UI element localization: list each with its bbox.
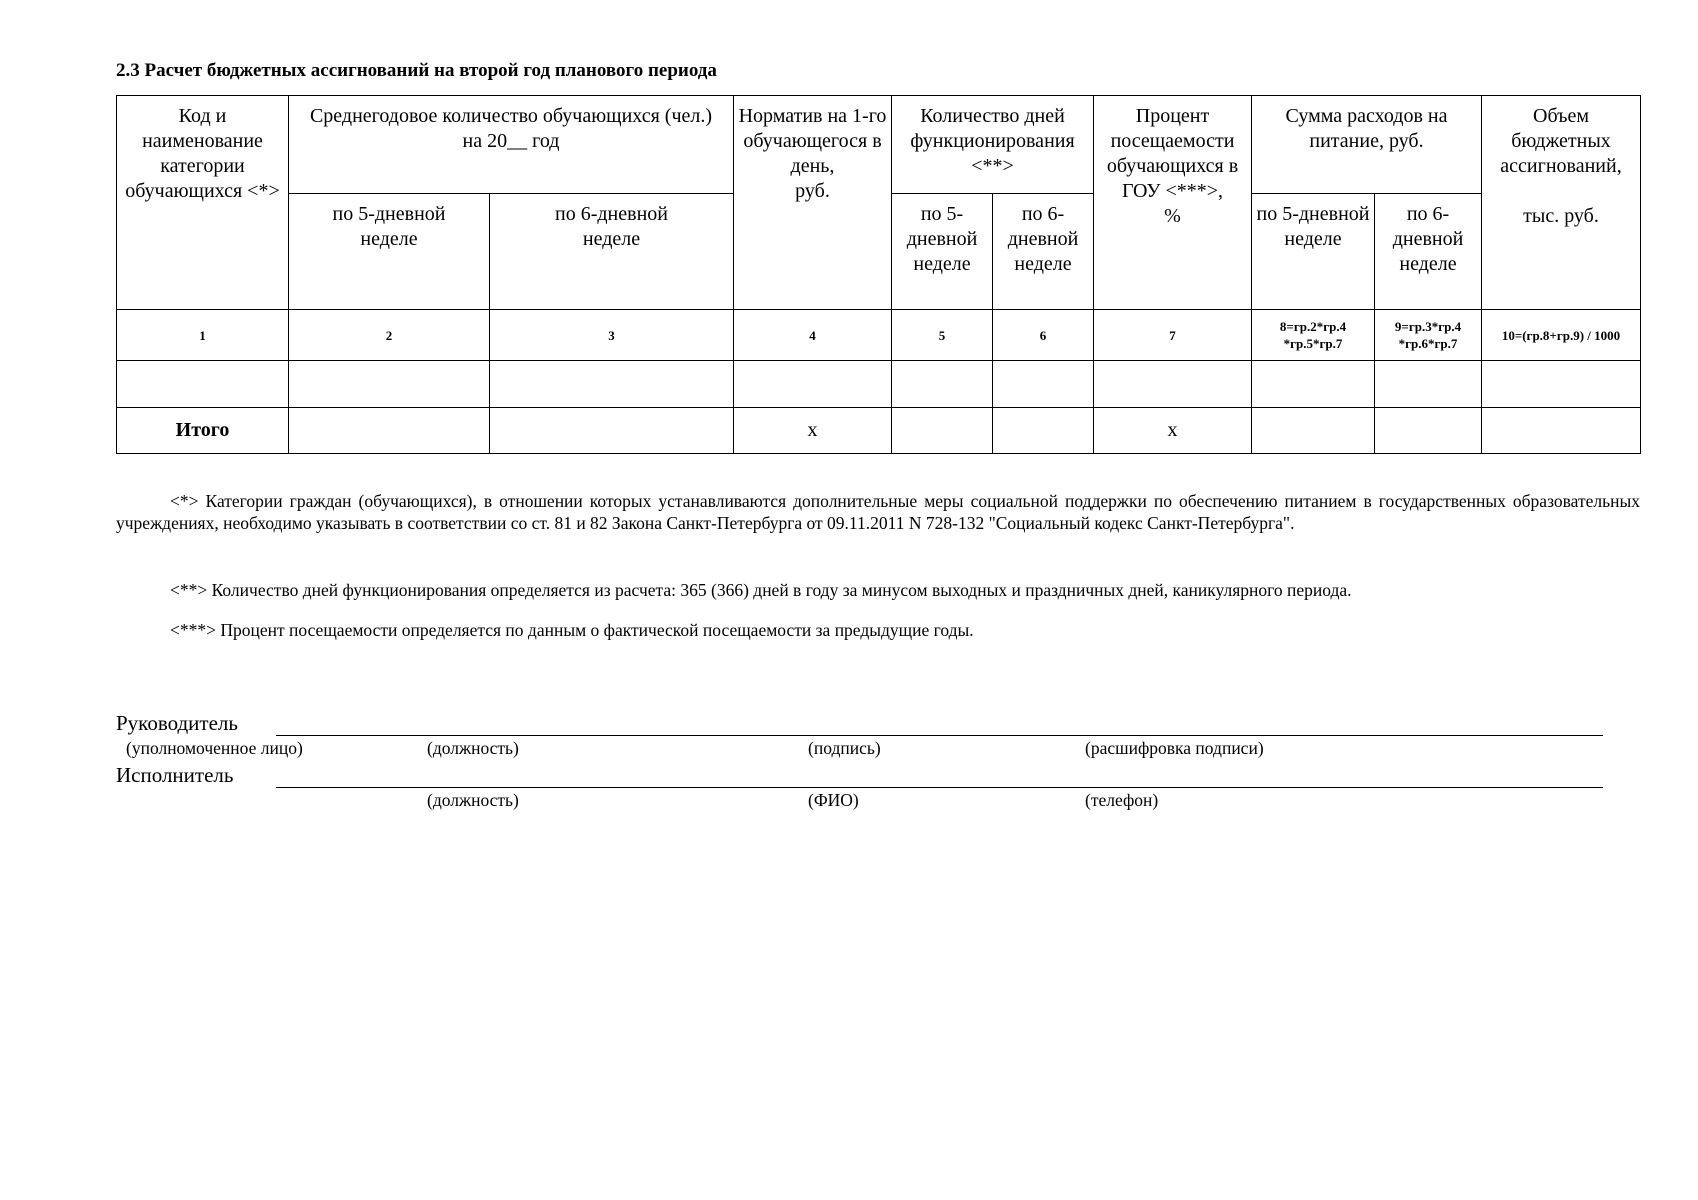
header-category: Код и наименование категории обучающихся <*> xyxy=(117,96,289,310)
header-avg-6day: по 6-дневной неделе xyxy=(490,194,734,310)
total-norm-mark: x xyxy=(734,408,892,454)
position-caption: (должность) xyxy=(427,738,519,758)
decoding-caption: (расшифровка подписи) xyxy=(1085,738,1264,758)
section-title: 2.3 Расчет бюджетных ассигнований на второй год планового периода xyxy=(116,60,717,81)
footnote-days xyxy=(116,579,1640,601)
column-number: 2 xyxy=(289,310,490,361)
head-label: Руководитель xyxy=(116,711,238,735)
column-number: 4 xyxy=(734,310,892,361)
header-days: Количество дней функционирования <**> xyxy=(892,96,1094,194)
header-norm: Норматив на 1-го обучающегося в день, руб. xyxy=(734,96,892,310)
footnote-text: <**> Количество дней функционирования определяется из расчета: 365 (366) дней в году за минусом выходных и праздничных дней, каникулярного периода. xyxy=(170,580,1352,600)
column-number: 8=гр.2*гр.4 *гр.5*гр.7 xyxy=(1252,310,1375,361)
table-cell xyxy=(1482,361,1641,408)
table-cell xyxy=(1252,408,1375,454)
column-number-row xyxy=(117,310,1641,361)
signature-caption: (подпись) xyxy=(808,738,881,758)
footnote-text: <*> Категории граждан (обучающихся), в отношении которых устанавливаются дополнительные меры социальной поддержки по обеспечению питанием в государственных образовательных учреждениях, необходимо указывать в соответствии со ст. 81 и 82 Закона Санкт-Петербурга от 09.11.2011 N 728-132 "Социальный кодекс Санкт-Петербурга". xyxy=(116,491,1640,533)
column-number: 3 xyxy=(490,310,734,361)
footnote-categories xyxy=(116,490,1640,534)
table-cell xyxy=(993,361,1094,408)
total-attendance-mark: x xyxy=(1094,408,1252,454)
table-cell xyxy=(892,408,993,454)
table-cell xyxy=(892,361,993,408)
head-signature-line xyxy=(276,735,1603,736)
footnote-text: <***> Процент посещаемости определяется по данным о фактической посещаемости за предыдущие годы. xyxy=(170,620,974,640)
header-sum: Сумма расходов на питание, руб. xyxy=(1252,96,1482,194)
exec-phone-caption: (телефон) xyxy=(1085,790,1159,810)
exec-name-caption: (ФИО) xyxy=(808,790,859,810)
executor-signature-line xyxy=(276,787,1603,788)
table-cell xyxy=(993,408,1094,454)
column-number: 10=(гр.8+гр.9) / 1000 xyxy=(1482,310,1641,361)
table-cell xyxy=(490,408,734,454)
head-sub-caption: (уполномоченное лицо) xyxy=(126,738,303,758)
exec-position-caption: (должность) xyxy=(427,790,519,810)
column-number: 5 xyxy=(892,310,993,361)
total-label: Итого xyxy=(117,408,289,454)
table-cell xyxy=(289,361,490,408)
table-cell xyxy=(289,408,490,454)
budget-table xyxy=(116,95,1641,454)
header-avg-count: Среднегодовое количество обучающихся (чел.) на 20__ год xyxy=(289,96,734,194)
header-avg-5day: по 5-дневной неделе xyxy=(289,194,490,310)
table-cell xyxy=(1094,361,1252,408)
header-days-5day: по 5-дневной неделе xyxy=(892,194,993,310)
header-sum-5day: по 5-дневной неделе xyxy=(1252,194,1375,310)
table-cell xyxy=(117,361,289,408)
data-row xyxy=(117,361,1641,408)
table-cell xyxy=(490,361,734,408)
table-cell xyxy=(1375,361,1482,408)
table-cell xyxy=(1375,408,1482,454)
column-number: 1 xyxy=(117,310,289,361)
table-cell xyxy=(1482,408,1641,454)
column-number: 9=гр.3*гр.4 *гр.6*гр.7 xyxy=(1375,310,1482,361)
header-days-6day: по 6-дневной неделе xyxy=(993,194,1094,310)
header-volume: Объем бюджетных ассигнований, тыс. руб. xyxy=(1482,96,1641,310)
total-row xyxy=(117,408,1641,454)
header-attendance: Процент посещаемости обучающихся в ГОУ <***>, % xyxy=(1094,96,1252,310)
footnote-attendance xyxy=(116,619,1640,641)
executor-label: Исполнитель xyxy=(116,763,234,787)
table-cell xyxy=(734,361,892,408)
table-cell xyxy=(1252,361,1375,408)
column-number: 7 xyxy=(1094,310,1252,361)
column-number: 6 xyxy=(993,310,1094,361)
header-sum-6day: по 6-дневной неделе xyxy=(1375,194,1482,310)
